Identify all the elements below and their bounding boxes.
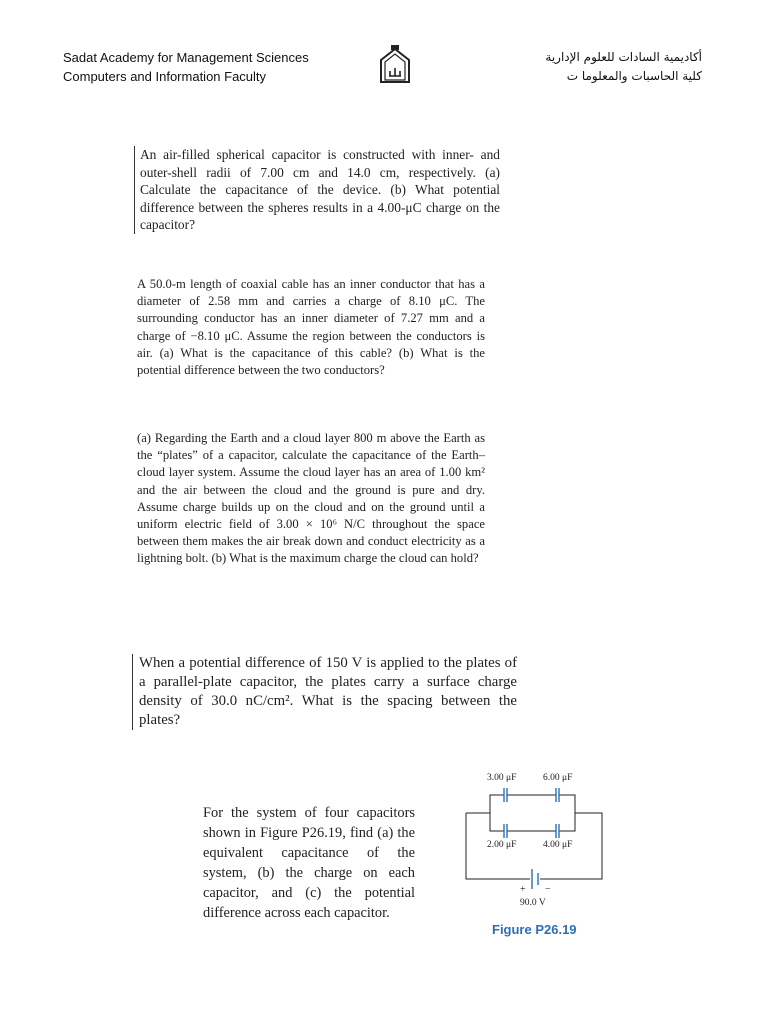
faculty-name-en: Computers and Information Faculty bbox=[63, 69, 267, 84]
problem-four-capacitors: For the system of four capacitors shown in Figure P26.19, find (a) the equivalent capacitance of the system, (b) the charge on each capacitor, and (c) the potential difference across each capacitor. bbox=[203, 805, 415, 921]
org-name-en: Sadat Academy for Management Sciences bbox=[63, 50, 309, 65]
problem-spherical-capacitor: An air-filled spherical capacitor is constructed with inner- and outer-shell radii of 7.00 cm and 14.0 cm, respectively. (a) Calculate the capacitance of the device. (b) What potential difference between the spheres results in a 4.00-μC charge on the capacitor? bbox=[134, 146, 500, 234]
org-name-ar: أكاديمية السادات للعلوم الإدارية bbox=[545, 50, 702, 64]
label-c3: 2.00 μF bbox=[487, 840, 517, 850]
battery-plus: + bbox=[520, 884, 526, 895]
faculty-name-ar: كلية الحاسبات والمعلوما ت bbox=[566, 69, 702, 83]
circuit-diagram bbox=[460, 765, 620, 945]
problem-earth-cloud: (a) Regarding the Earth and a cloud layer 800 m above the Earth as the “plates” of a capacitor, calculate the capacitance of the Earth–cloud layer system. Assume the cloud layer has an area of 1.00 km² and the air between the cloud and the ground is pure and dry. Assume charge builds up on the cloud and on the ground until a uniform electric field of 3.00 × 10⁶ N/C throughout the space between them makes the air break down and conduct electricity as a lightning bolt. (b) What is the maximum charge the cloud can hold? bbox=[137, 431, 485, 566]
label-c1: 3.00 μF bbox=[487, 773, 517, 783]
battery-voltage: 90.0 V bbox=[520, 898, 546, 908]
problem-parallel-plate: When a potential difference of 150 V is applied to the plates of a parallel-plate capacitor, the plates carry a surface charge density of 30.0 nC/cm². What is the spacing between the plates? bbox=[132, 654, 517, 730]
academy-logo-icon bbox=[378, 44, 412, 84]
figure-caption: Figure P26.19 bbox=[492, 922, 577, 937]
problem-coaxial-cable: A 50.0-m length of coaxial cable has an inner conductor that has a diameter of 2.58 mm and carries a charge of 8.10 μC. The surrounding conductor has an inner diameter of 7.27 mm and a charge of −8.10 μC. Assume the region between the conductors is air. (a) What is the capacitance of this cable? (b) What is the potential difference between the two conductors? bbox=[137, 277, 485, 378]
battery-minus: − bbox=[545, 884, 551, 895]
label-c4: 4.00 μF bbox=[543, 840, 573, 850]
label-c2: 6.00 μF bbox=[543, 773, 573, 783]
header-english bbox=[63, 48, 309, 86]
header-arabic bbox=[545, 48, 702, 86]
